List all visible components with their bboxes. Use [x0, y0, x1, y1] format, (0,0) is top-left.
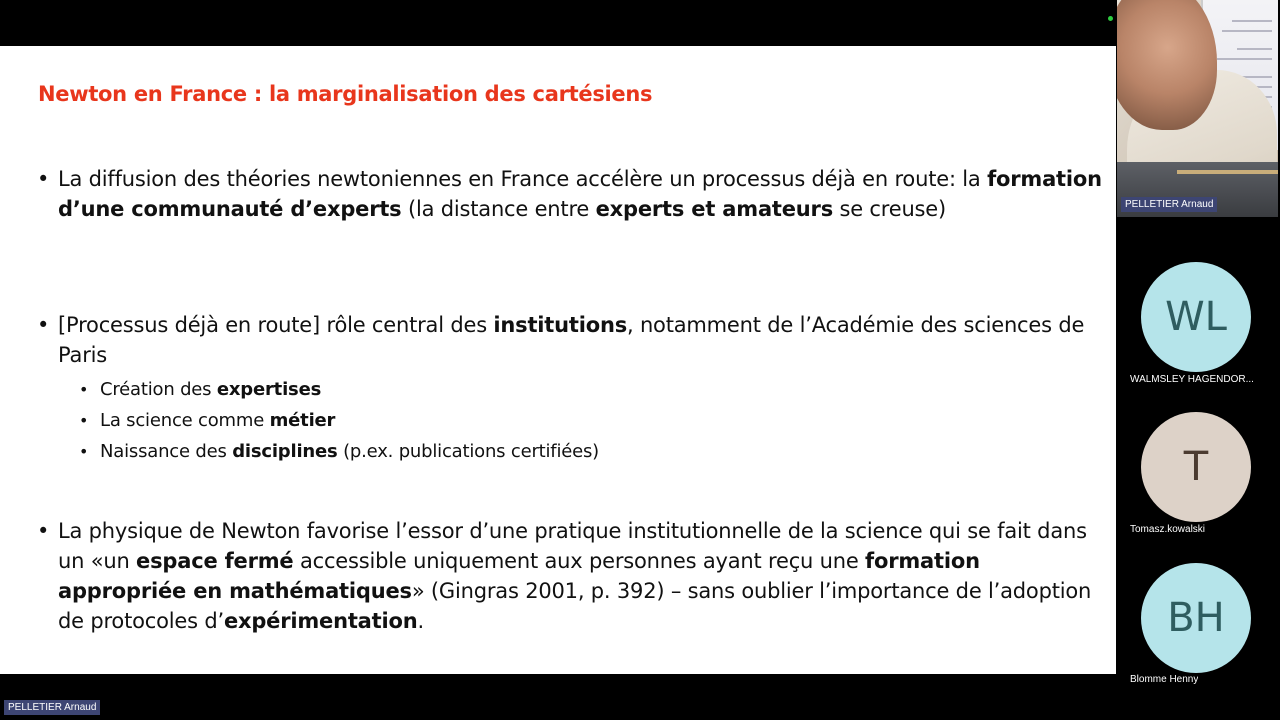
- bullet-text: [Processus déjà en route] rôle central des: [58, 313, 494, 337]
- bullet-bold-text: institutions: [493, 313, 627, 337]
- participant-tile-bh[interactable]: [1126, 563, 1270, 693]
- presenter-face: [1117, 0, 1217, 130]
- sub-bullet-1: [79, 374, 1108, 405]
- bullet-text: La physique de Newton favorise l’essor d’une pratique institutionnelle de la science qui se fait dans un «un: [58, 519, 1087, 573]
- bullet-bold-text: experts et amateurs: [595, 197, 833, 221]
- presenter-name-tag: PELLETIER Arnaud: [1121, 197, 1217, 212]
- screen-share-presenter-label: PELLETIER Arnaud: [4, 700, 100, 715]
- sub-bullets: [58, 374, 1108, 467]
- bullet-bold-text: formation d’une communauté d’experts: [58, 167, 1102, 221]
- participant-tile-t[interactable]: [1126, 412, 1270, 542]
- bullet-2: [30, 310, 1108, 467]
- bullet-dot: •: [37, 313, 50, 337]
- bullet-bold-text: expérimentation: [223, 609, 418, 633]
- sub-bullet-text: Création des: [100, 379, 217, 400]
- avatar: BH: [1141, 563, 1251, 673]
- bullet-text: » (Gingras 2001, p. 392) – sans oublier l’importance de l’adoption de protocoles d’: [58, 579, 1092, 633]
- sub-bullet-dot: •: [79, 442, 89, 461]
- sub-bullet-bold-text: disciplines: [232, 441, 338, 462]
- bullet-bold-text: espace fermé: [136, 549, 294, 573]
- participant-name: WALMSLEY HAGENDOR...: [1130, 374, 1254, 385]
- presenter-video-tile[interactable]: [1117, 0, 1278, 217]
- bullet-text: accessible uniquement aux personnes ayant reçu une: [293, 549, 866, 573]
- bullet-bold-text: formation appropriée en mathématiques: [58, 549, 980, 603]
- sub-bullet-bold-text: expertises: [216, 379, 322, 400]
- sub-bullet-2: [79, 405, 1108, 436]
- sub-bullet-bold-text: métier: [269, 410, 336, 431]
- sub-bullet-dot: •: [79, 411, 89, 430]
- avatar: WL: [1141, 262, 1251, 372]
- participant-tile-wl[interactable]: [1126, 262, 1270, 392]
- sub-bullet-text: Naissance des: [100, 441, 233, 462]
- active-speaker-indicator: [1108, 16, 1113, 21]
- slide-title: Newton en France : la marginalisation des cartésiens: [38, 82, 653, 106]
- bullet-text: se creuse): [833, 197, 947, 221]
- bullet-text: , notamment de l’Académie des sciences de Paris: [58, 313, 1085, 367]
- sub-bullet-3: [79, 436, 1108, 467]
- avatar: T: [1141, 412, 1251, 522]
- participant-name: Blomme Henny: [1130, 674, 1199, 685]
- sub-bullet-text: (p.ex. publications certifiées): [337, 441, 599, 462]
- bullet-text: La diffusion des théories newtoniennes en France accélère un processus déjà en route: la: [58, 167, 988, 191]
- bullet-text: .: [417, 609, 424, 633]
- sub-bullet-dot: •: [79, 380, 89, 399]
- bullet-text: (la distance entre: [401, 197, 596, 221]
- sub-bullet-text: La science comme: [100, 410, 270, 431]
- shared-slide: [0, 46, 1116, 674]
- bullet-3: [30, 516, 1108, 636]
- participant-name: Tomasz.kowalski: [1130, 524, 1206, 535]
- bullet-dot: •: [37, 519, 50, 543]
- bullet-1: [30, 164, 1108, 224]
- bullet-dot: •: [37, 167, 50, 191]
